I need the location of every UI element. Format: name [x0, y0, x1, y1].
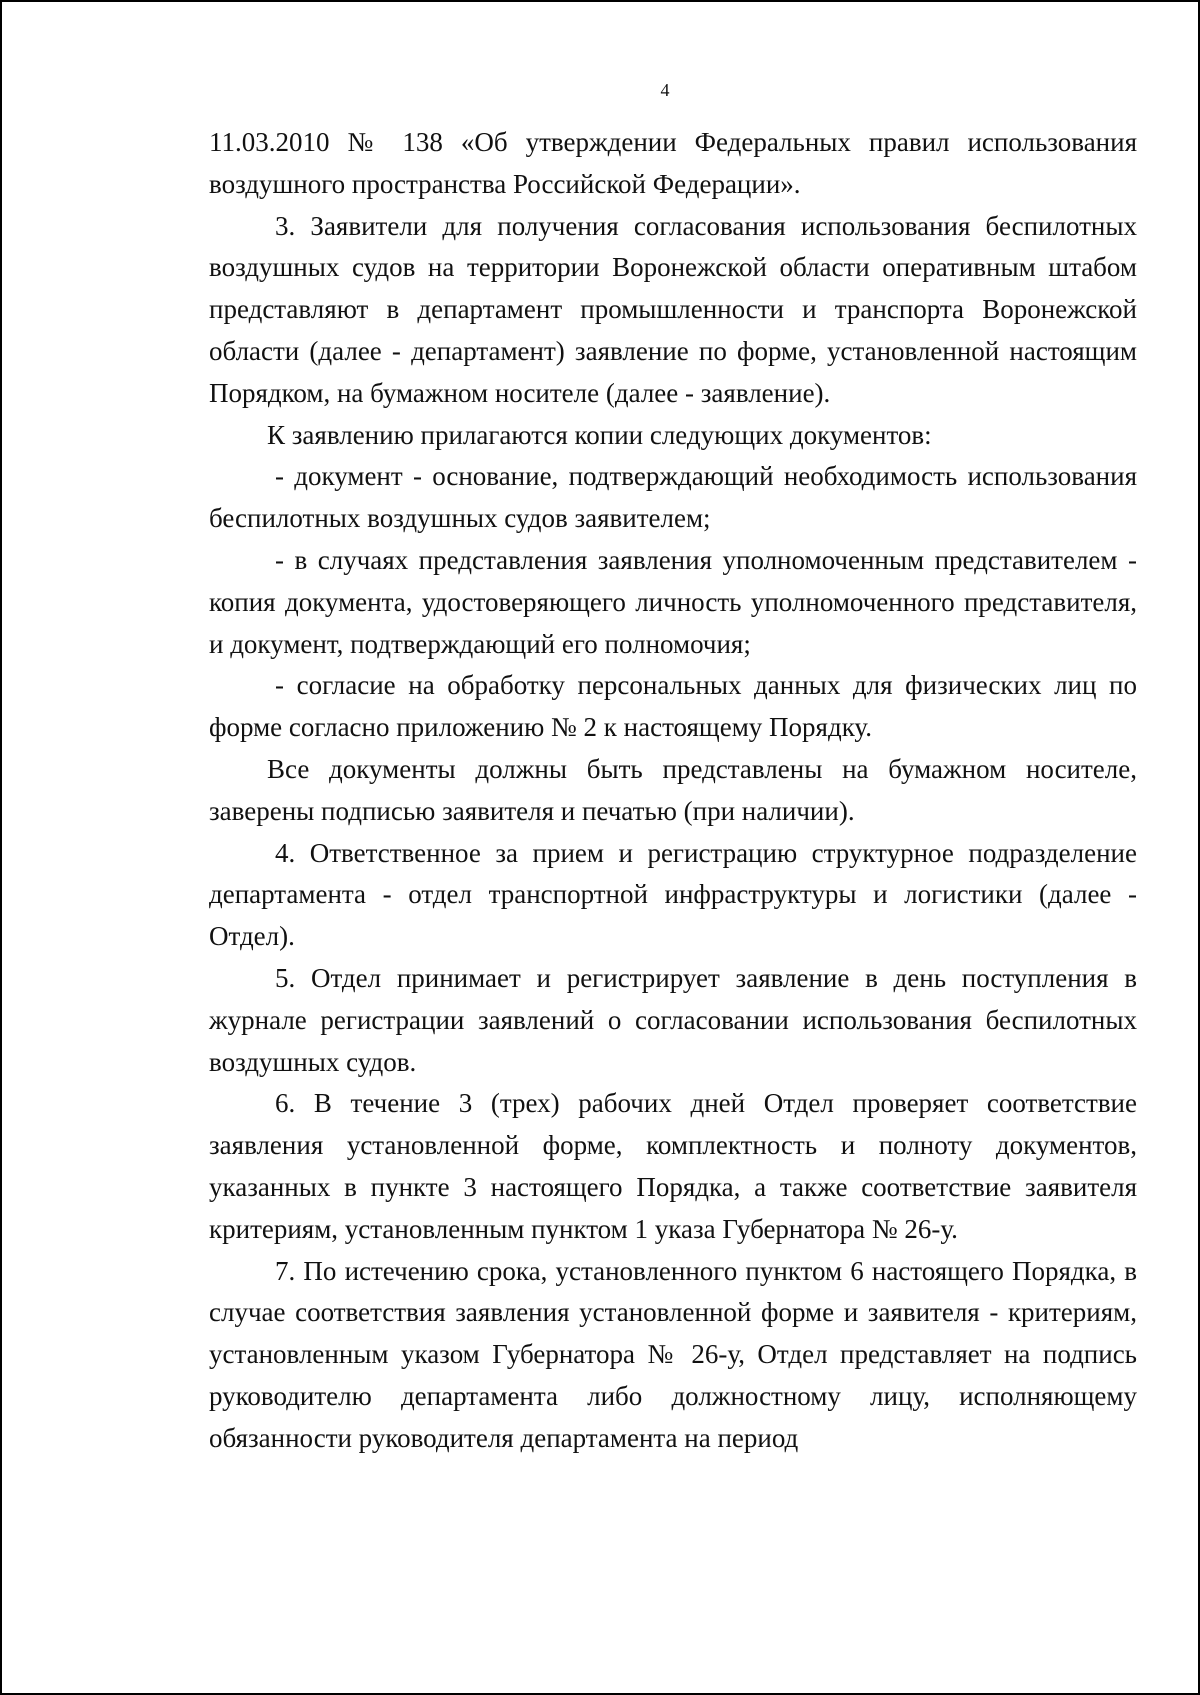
paragraph-item-7: 7. По истечению срока, установленного пунктом 6 настоящего Порядка, в случае соответствия заявления установленной форме и заявителя - критериям, установленным указом Губернатора № 26-у, Отдел представляет на подпись руководителю департамента либо должностному лицу, исполняющему обязанности руководителя департамента на период	[209, 1255, 1137, 1453]
paragraph-item-4: 4. Ответственное за прием и регистрацию структурное подразделение департамента - отдел транспортной инфраструктуры и логистики (далее - Отдел).	[209, 837, 1137, 952]
list-item-representative: - в случаях представления заявления уполномоченным представителем - копия документа, удостоверяющего личность уполномоченного представителя, и документ, подтверждающий его полномочия;	[209, 544, 1137, 659]
paragraph-item-3: 3. Заявители для получения согласования использования беспилотных воздушных судов на территории Воронежской области оперативным штабом представляют в департамент промышленности и транспорта Воронежской области (далее - департамент) заявление по форме, установленной настоящим Порядком, на бумажном носителе (далее - заявление).	[209, 210, 1137, 408]
paragraph-attachments-intro: К заявлению прилагаются копии следующих документов:	[267, 419, 932, 450]
document-body	[209, 122, 1137, 1460]
paragraph-item-5: 5. Отдел принимает и регистрирует заявление в день поступления в журнале регистрации заявлений о согласовании использования беспилотных воздушных судов.	[209, 962, 1137, 1077]
list-item-consent: - согласие на обработку персональных данных для физических лиц по форме согласно приложению № 2 к настоящему Порядку.	[209, 670, 1137, 743]
paragraph-item-6: 6. В течение 3 (трех) рабочих дней Отдел проверяет соответствие заявления установленной форме, комплектность и полноту документов, указанных в пункте 3 настоящего Порядка, а также соответствие заявителя критериям, установленным пунктом 1 указа Губернатора № 26-у.	[209, 1088, 1137, 1244]
page-number: 4	[660, 80, 670, 100]
paragraph-continuation: 11.03.2010 № 138 «Об утверждении Федеральных правил использования воздушного пространства Российской Федерации».	[209, 127, 1137, 199]
list-item-basis-document: - документ - основание, подтверждающий необходимость использования беспилотных воздушных судов заявителем;	[209, 461, 1137, 534]
paragraph-all-documents: Все документы должны быть представлены на бумажном носителе, заверены подписью заявителя и печатью (при наличии).	[209, 753, 1137, 826]
